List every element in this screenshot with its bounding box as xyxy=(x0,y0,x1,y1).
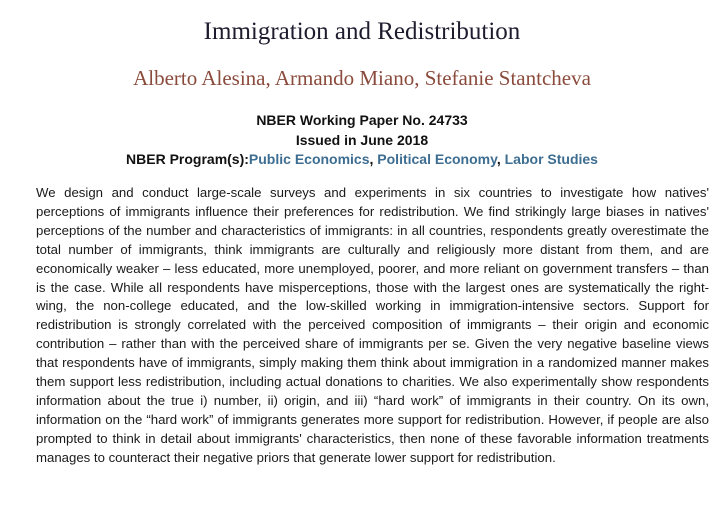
program-label: NBER Program(s): xyxy=(126,151,249,167)
abstract-text: We design and conduct large-scale surveys and experiments in six countries to investigate how natives' perceptions of immigrants influence their preferences for redistribution. We find strikingly large biases in natives' perceptions of the number and characteristics of immigrants: in all countries, respondents greatly overestimate the total number of immigrants, think immigrants are culturally and religiously more distant from them, and are economically weaker – less educated, more unemployed, poorer, and more reliant on government transfers – than is the case. While all respondents have misperceptions, those with the largest ones are systematically the right-wing, the non-college educated, and the low-skilled working in immigration-intensive sectors. Support for redistribution is strongly correlated with the perceived composition of immigrants – their origin and economic contribution – rather than with the perceived share of immigrants per se. Given the very negative baseline views that respondents have of immigrants, simply making them think about immigration in a randomized manner makes them support less redistribution, including actual donations to charities. We also experimentally show respondents information about the true i) number, ii) origin, and iii) “hard work” of immigrants in their country. On its own, information on the “hard work” of immigrants generates more support for redistribution. However, if people are also prompted to think in detail about immigrants' characteristics, then none of these favorable information treatments manages to counteract their negative priors that generate lower support for redistribution. xyxy=(36,185,709,465)
program-separator: , xyxy=(369,151,378,167)
paper-title: Immigration and Redistribution xyxy=(203,18,521,45)
program-line xyxy=(0,151,724,167)
program-link-political-economy[interactable]: Political Economy xyxy=(377,151,497,167)
program-separator: , xyxy=(496,151,505,167)
working-paper-number: NBER Working Paper No. 24733 xyxy=(256,112,468,128)
paper-authors: Alberto Alesina, Armando Miano, Stefanie Stantcheva xyxy=(133,66,591,90)
issue-date: Issued in June 2018 xyxy=(295,132,429,148)
program-link-labor-studies[interactable]: Labor Studies xyxy=(504,151,598,167)
program-link-public-economics[interactable]: Public Economics xyxy=(248,151,370,167)
